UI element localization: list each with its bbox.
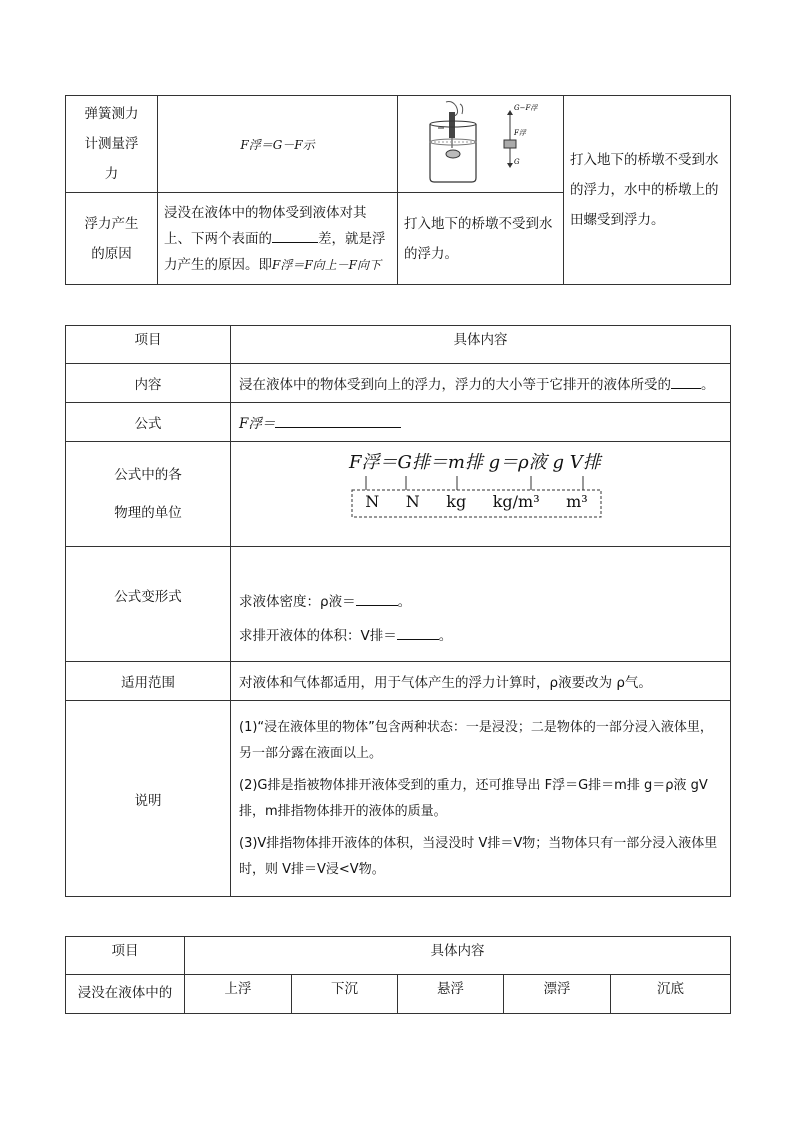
- formula-cell: [231, 403, 731, 442]
- cause-description: [158, 193, 398, 285]
- figure-label-top: G−F浮: [513, 104, 537, 112]
- scope-text: 对液体和气体都适用，用于气体产生的浮力计算时，ρ液要改为 ρ气。: [239, 675, 652, 691]
- units-label-line1: 公式中的各: [114, 467, 182, 483]
- variant-volume-blank: [397, 626, 439, 640]
- variant-label-text: 公式变形式: [114, 589, 182, 605]
- cause-blank: [272, 229, 318, 243]
- header-item: [66, 326, 231, 364]
- notes-label: [66, 701, 231, 897]
- unit-newton-2: N: [405, 492, 420, 511]
- units-label: [66, 442, 231, 547]
- units-formula: F浮＝G排＝m排 g＝ρ液 g V排: [349, 452, 601, 473]
- states-row-label-text: 浸没在液体中的: [77, 985, 173, 1001]
- variant-label: [66, 547, 231, 662]
- variant-density-end: 。: [397, 594, 412, 610]
- unit-density: kg/m³: [492, 492, 540, 511]
- scope-cell: [231, 662, 731, 701]
- cause-label-text: 浮力产生的原因: [84, 215, 139, 262]
- spring-scale-formula-text: F浮＝G－F示: [240, 137, 315, 152]
- header-item-text: 项目: [134, 332, 162, 348]
- note-3: (3)V排指物体排开液体的体积，当浸没时 V排＝V物；当物体只有一部分浸入液体里时，则 V排＝V浸<V物。: [239, 835, 718, 877]
- state-rise-text: 上浮: [224, 981, 252, 997]
- state-float: [504, 975, 611, 1014]
- buoyancy-method-table: [65, 95, 731, 285]
- content-label: [66, 364, 231, 403]
- formula-label-text: 公式: [134, 416, 162, 432]
- state-suspend-text: 悬浮: [437, 981, 464, 997]
- spring-scale-beaker-figure: [416, 98, 546, 186]
- state-bottom: [611, 975, 731, 1014]
- units-label-line2: 物理的单位: [114, 505, 182, 521]
- variant-cell: [231, 547, 731, 662]
- bridge-pier-note-text: 打入地下的桥墩不受到水的浮力，水中的桥墩上的田螺受到浮力。: [570, 152, 719, 228]
- notes-cell: [231, 701, 731, 897]
- spring-scale-label: [66, 96, 158, 193]
- unit-volume: m³: [566, 492, 588, 511]
- content-end: 。: [701, 377, 715, 393]
- state-sink: [292, 975, 398, 1014]
- variant-volume-text: 求排开液体的体积：V排＝: [239, 628, 397, 644]
- archimedes-principle-table: [65, 325, 731, 897]
- state-rise: [185, 975, 292, 1014]
- content-text: 浸在液体中的物体受到向上的浮力，浮力的大小等于它排开的液体所受的: [239, 377, 671, 393]
- units-cell: [231, 442, 731, 547]
- header-content: [231, 326, 731, 364]
- state-float-text: 漂浮: [543, 981, 571, 997]
- cause-desc-part-b: 差，就是浮力产生的原因。即: [164, 230, 386, 273]
- cause-formula: F浮＝F向上－F向下: [272, 257, 381, 272]
- variant-volume-end: 。: [438, 628, 453, 644]
- content-text-cell: [231, 364, 731, 403]
- note-1: (1)“浸在液体里的物体”包含两种状态：一是浸没；二是物体的一部分浸入液体里，另一部分露在液面以上。: [239, 719, 713, 761]
- note-2: (2)G排是指被物体排开液体受到的重力，还可推导出 F浮＝G排＝m排 g＝ρ液 gV排，m排指物体排开的液体的质量。: [239, 777, 708, 819]
- units-row: [352, 492, 601, 511]
- formula-text: F浮＝: [239, 416, 276, 432]
- notes-label-text: 说明: [134, 792, 162, 809]
- states-header-item: [66, 937, 185, 975]
- state-sink-text: 下沉: [331, 981, 358, 997]
- formula-label: [66, 403, 231, 442]
- scope-label-text: 适用范围: [121, 675, 175, 691]
- figure-label-buoyancy: F浮: [513, 129, 526, 137]
- content-blank: [671, 375, 701, 389]
- unit-newton-1: N: [365, 492, 380, 511]
- states-header-content-text: 具体内容: [430, 943, 485, 959]
- cause-desc-part-a: 浸没在液体中的物体受到液体对其上、下两个表面的: [164, 204, 367, 247]
- states-row-label: [66, 975, 185, 1014]
- float-sink-states-table: [65, 936, 731, 1014]
- cause-note: [398, 193, 564, 285]
- figure-label-gravity: G: [513, 158, 520, 166]
- scope-label: [66, 662, 231, 701]
- state-suspend: [398, 975, 504, 1014]
- states-header-item-text: 项目: [111, 943, 139, 959]
- state-bottom-text: 沉底: [657, 981, 684, 997]
- content-label-text: 内容: [134, 377, 162, 393]
- spring-scale-formula: [158, 96, 398, 193]
- unit-kilogram: kg: [446, 492, 467, 511]
- variant-density-blank: [356, 592, 398, 606]
- header-content-text: 具体内容: [453, 332, 508, 348]
- cause-label: [66, 193, 158, 285]
- formula-blank: [275, 414, 401, 428]
- cause-note-text: 打入地下的桥墩不受到水的浮力。: [404, 215, 553, 262]
- bridge-pier-note-merged: [564, 96, 731, 285]
- spring-scale-figure-cell: [398, 96, 564, 193]
- states-header-content: [185, 937, 731, 975]
- spring-scale-label-text: 弹簧测力计测量浮力: [84, 106, 139, 182]
- variant-density-text: 求液体密度：ρ液＝: [239, 594, 356, 610]
